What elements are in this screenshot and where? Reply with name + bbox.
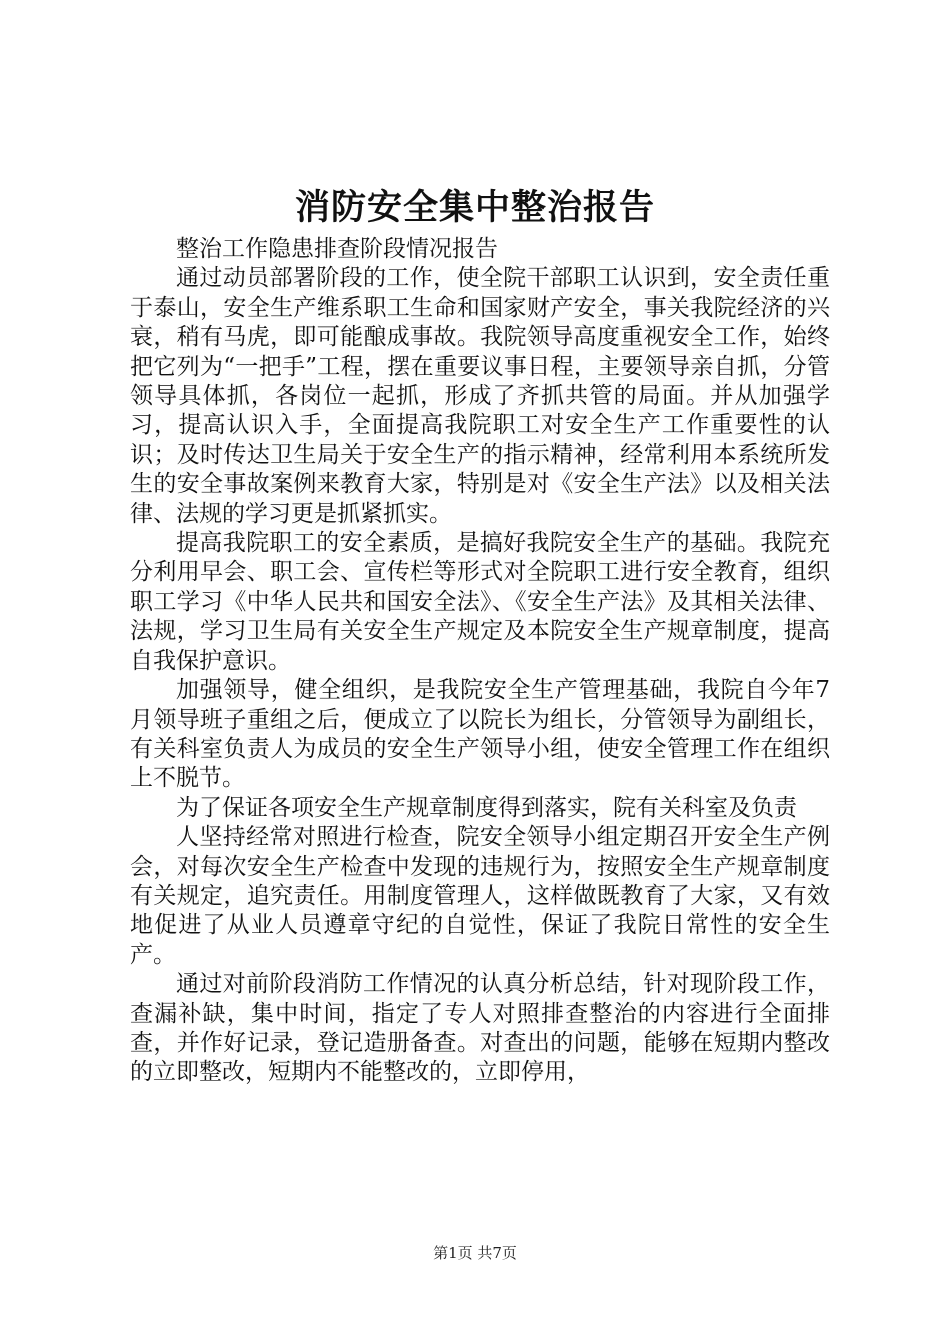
paragraph: 提高我院职工的安全素质，是搞好我院安全生产的基础。我院充分利用早会、职工会、宣传栏等形式对全院职工进行安全教育，组织职工学习《中华人民共和国安全法》、《安全生产法》及其相关法律、法规，学习卫生局有关安全生产规定及本院安全生产规章制度，提高自我保护意识。 xyxy=(130,530,830,674)
paragraph-subtitle: 整治工作隐患排查阶段情况报告 xyxy=(176,236,498,262)
paragraph: 人坚持经常对照进行检查，院安全领导小组定期召开安全生产例会，对每次安全生产检查中发现的违规行为，按照安全生产规章制度有关规定，追究责任。用制度管理人，这样做既教育了大家，又有效地促进了从业人员遵章守纪的自觉性，保证了我院日常性的安全生产。 xyxy=(130,824,830,968)
paragraph: 通过对前阶段消防工作情况的认真分析总结，针对现阶段工作，查漏补缺，集中时间，指定了专人对照排查整治的内容进行全面排查，并作好记录，登记造册备查。对查出的问题，能够在短期内整改的立即整改，短期内不能整改的，立即停用， xyxy=(130,971,830,1086)
paragraph: 加强领导，健全组织，是我院安全生产管理基础，我院自今年7月领导班子重组之后，便成立了以院长为组长，分管领导为副组长，有关科室负责人为成员的安全生产领导小组，使安全管理工作在组织上不脱节。 xyxy=(130,677,830,792)
page-number-footer: 第1页 共7页 xyxy=(433,1244,517,1262)
document-title: 消防安全集中整治报告 xyxy=(294,187,655,228)
paragraph: 通过动员部署阶段的工作，使全院干部职工认识到，安全责任重于泰山，安全生产维系职工生命和国家财产安全，事关我院经济的兴衰，稍有马虎，即可能酿成事故。我院领导高度重视安全工作，始终把它列为“一把手”工程，摆在重要议事日程，主要领导亲自抓，分管领导具体抓，各岗位一起抓，形成了齐抓共管的局面。并从加强学习，提高认识入手，全面提高我院职工对安全生产工作重要性的认识；及时传达卫生局关于安全生产的指示精神，经常利用本系统所发生的安全事故案例来教育大家，特别是对《安全生产法》以及相关法律、法规的学习更是抓紧抓实。 xyxy=(130,265,830,527)
paragraph: 为了保证各项安全生产规章制度得到落实，院有关科室及负责 xyxy=(176,794,797,821)
document-body xyxy=(130,235,830,1088)
